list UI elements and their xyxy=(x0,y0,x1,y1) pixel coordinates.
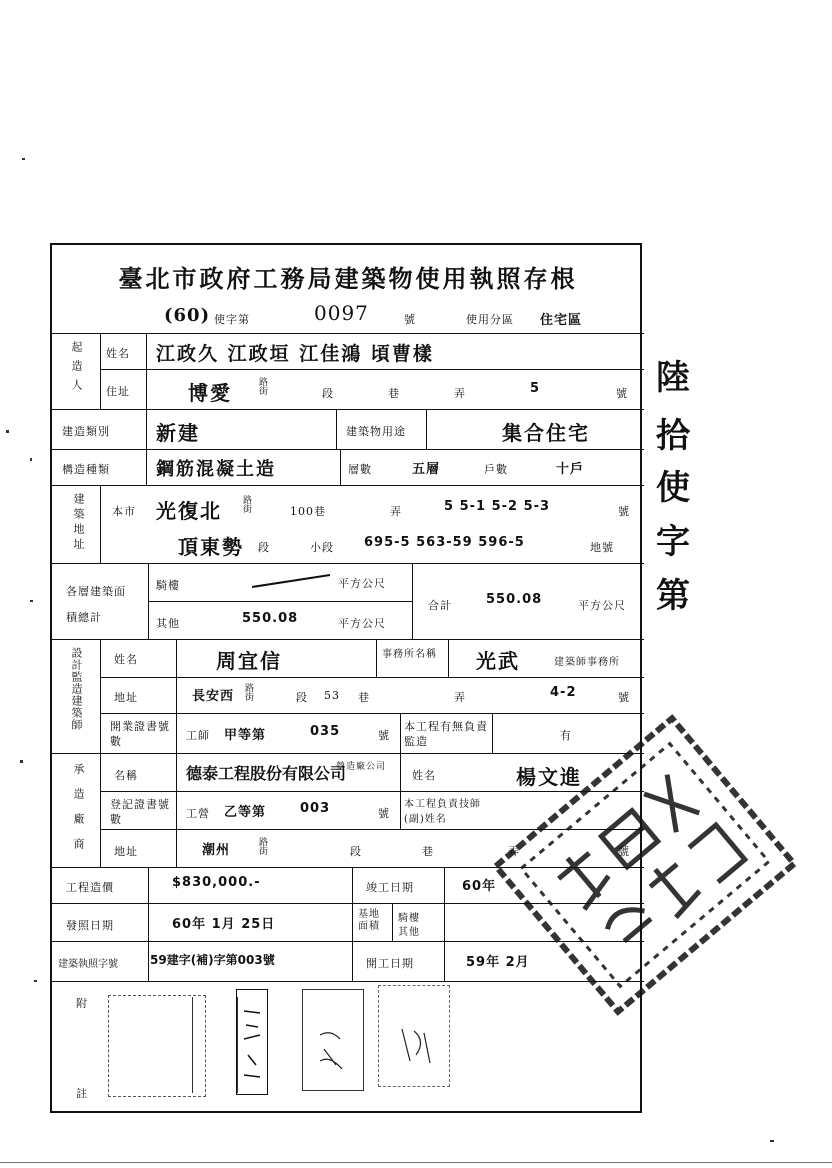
rule xyxy=(146,333,147,409)
side-char-3: 使 xyxy=(656,468,690,508)
floors-label: 層數 xyxy=(348,463,372,476)
contractor-name-label: 名稱 xyxy=(114,769,138,782)
arcade-strike xyxy=(252,571,332,591)
architect-address-label: 地址 xyxy=(114,691,138,704)
license-number: 0097 xyxy=(314,301,369,325)
start-label: 開工日期 xyxy=(366,957,414,970)
scan-speck xyxy=(22,158,25,160)
rule xyxy=(100,713,644,714)
applicant-segment-label: 段 xyxy=(322,387,334,400)
site-road: 光復北 xyxy=(156,499,222,523)
households-value: 十戶 xyxy=(556,462,585,477)
applicant-road-label: 路街 xyxy=(257,377,267,395)
site-number-label: 號 xyxy=(618,505,630,518)
architect-number: 4-2 xyxy=(550,685,577,700)
floor-area-label: 各層建築面積總計 xyxy=(66,585,126,624)
contractor-address-label: 地址 xyxy=(114,845,138,858)
architect-road: 長安西 xyxy=(192,689,235,704)
use-value: 集合住宅 xyxy=(502,421,590,445)
notes-label-bottom: 註 xyxy=(76,1087,88,1100)
rule xyxy=(52,333,644,334)
rule xyxy=(100,333,101,409)
notes-label-top: 附 xyxy=(76,997,88,1010)
contractor-segment-label: 段 xyxy=(350,845,362,858)
architect-firm-suffix: 建築師事務所 xyxy=(554,657,620,668)
architect-alley-label: 弄 xyxy=(454,691,466,704)
slip-scribble xyxy=(316,1025,346,1075)
attached-slip xyxy=(192,997,238,1093)
floors-value: 五層 xyxy=(412,462,441,477)
applicant-address-label: 住址 xyxy=(106,385,130,398)
category-value: 新建 xyxy=(156,421,200,445)
rule xyxy=(146,409,147,485)
architect-license-grade: 甲等第 xyxy=(224,728,267,743)
supervisor-value: 有 xyxy=(560,729,572,742)
structure-label: 構造種類 xyxy=(62,463,110,476)
rule xyxy=(52,563,644,564)
contractor-lane-label: 巷 xyxy=(422,845,434,858)
supervisor-label: 本工程有無負責監造 xyxy=(404,720,488,748)
rule xyxy=(400,713,401,829)
site-road-label: 路街 xyxy=(241,495,251,513)
side-char-4: 字 xyxy=(656,522,690,562)
cost-value: $830,000.- xyxy=(172,875,261,890)
total-unit: 平方公尺 xyxy=(578,599,626,612)
total-value: 550.08 xyxy=(486,592,543,607)
rule xyxy=(52,409,644,410)
site-parcel-small: 小段 xyxy=(310,541,334,554)
households-label: 戶數 xyxy=(484,463,508,476)
scan-speck xyxy=(34,980,37,982)
rule xyxy=(52,449,644,450)
site-parcel-label: 地號 xyxy=(590,541,614,554)
architect-number-label: 號 xyxy=(618,691,630,704)
total-label: 合計 xyxy=(428,599,452,612)
issue-label: 發照日期 xyxy=(66,919,114,932)
architect-license-label: 開業證書號數 xyxy=(110,720,170,748)
arcade-unit: 平方公尺 xyxy=(338,577,386,590)
rule xyxy=(100,677,644,678)
rule xyxy=(444,867,445,981)
contractor-alley-label: 弄 xyxy=(508,845,520,858)
contractor-reg-grade: 乙等第 xyxy=(224,805,267,820)
rule xyxy=(52,981,644,982)
rule xyxy=(352,903,353,941)
rule xyxy=(52,639,644,640)
scan-speck xyxy=(6,430,9,433)
slip-scribble xyxy=(240,1005,264,1085)
start-value: 59年 2月 xyxy=(466,955,530,970)
permit-label: 建築執照字號 xyxy=(58,959,118,970)
site-alley-label: 弄 xyxy=(390,505,402,518)
applicant-number: 5 xyxy=(530,381,541,396)
rule xyxy=(448,639,449,677)
permit-value: 59建字(補)字第003號 xyxy=(150,953,275,967)
base-label: 基地面積 xyxy=(358,909,380,932)
rule xyxy=(148,867,149,981)
rule xyxy=(376,639,377,677)
rule xyxy=(492,713,493,753)
rule xyxy=(176,639,177,867)
rule xyxy=(52,753,644,754)
site-parcel-numbers: 695-5 563-59 596-5 xyxy=(364,535,525,550)
architect-firm-label: 事務所名稱 xyxy=(382,649,437,660)
contractor-reg-label: 登記證書號數 xyxy=(110,798,170,826)
rule xyxy=(52,485,644,486)
scan-speck xyxy=(30,600,33,602)
architect-license-suffix: 號 xyxy=(378,729,390,742)
contractor-road: 潮州 xyxy=(202,843,231,858)
site-section-label: 建築地址 xyxy=(72,493,85,553)
contractor-road-label: 路街 xyxy=(257,837,267,855)
applicant-name-value: 江政久 江政垣 江佳鴻 頃曹樣 xyxy=(156,343,434,365)
site-numbers: 5 5-1 5-2 5-3 xyxy=(444,499,551,514)
applicant-road: 博愛 xyxy=(188,381,232,405)
category-label: 建造類別 xyxy=(62,425,110,438)
architect-lane-value: 53 xyxy=(324,689,340,702)
contractor-reg-prefix: 工營 xyxy=(186,807,210,820)
other-label: 其他 xyxy=(156,617,180,630)
license-suffix: 號 xyxy=(404,313,416,326)
use-label: 建築物用途 xyxy=(346,425,406,438)
rule xyxy=(100,639,101,867)
scan-speck xyxy=(770,1140,774,1142)
rule xyxy=(100,369,644,370)
cost-label: 工程造價 xyxy=(66,881,114,894)
completion-value: 60年 xyxy=(462,879,497,894)
architect-license-prefix: 工師 xyxy=(186,729,210,742)
applicant-lane-label: 巷 xyxy=(388,387,400,400)
arcade-label: 騎樓 xyxy=(156,579,180,592)
applicant-alley-label: 弄 xyxy=(454,387,466,400)
form-title: 臺北市政府工務局建築物使用執照存根 xyxy=(118,264,578,293)
site-lane: 100巷 xyxy=(290,505,326,518)
zone-value: 住宅區 xyxy=(540,313,583,328)
side-char-2: 拾 xyxy=(656,416,690,456)
rule xyxy=(148,601,412,602)
scan-speck xyxy=(30,458,32,461)
rule xyxy=(148,563,149,639)
contractor-reg-suffix: 號 xyxy=(378,807,390,820)
license-year: (60) xyxy=(164,305,211,326)
rule xyxy=(392,903,393,941)
other-value: 550.08 xyxy=(242,611,299,626)
structure-value: 鋼筋混凝土造 xyxy=(156,459,276,480)
contractor-number-label: 號 xyxy=(618,845,630,858)
rule xyxy=(336,409,337,449)
scan-speck xyxy=(20,760,23,763)
architect-section-label: 設計監造建築師 xyxy=(70,647,83,731)
site-parcel-segment: 段 xyxy=(258,541,270,554)
other-unit: 平方公尺 xyxy=(338,617,386,630)
contractor-tech-label: 本工程負責技師(副)姓名 xyxy=(404,799,481,825)
architect-road-label: 路街 xyxy=(243,683,253,701)
slip-scribble xyxy=(396,1021,436,1071)
contractor-section-label: 承造廠商 xyxy=(72,763,85,863)
completion-label: 竣工日期 xyxy=(366,881,414,894)
side-char-5: 第 xyxy=(656,576,690,616)
architect-license-number: 035 xyxy=(310,724,341,739)
rule xyxy=(100,791,644,792)
rule xyxy=(340,449,341,485)
base-arcade-label: 騎樓 xyxy=(398,913,420,924)
license-prefix: 使字第 xyxy=(214,313,250,326)
architect-name-label: 姓名 xyxy=(114,653,138,666)
base-other-label: 其他 xyxy=(398,927,420,938)
architect-lane-label: 巷 xyxy=(358,691,370,704)
contractor-owner-label: 姓名 xyxy=(412,769,436,782)
applicant-number-label: 號 xyxy=(616,387,628,400)
bottom-rule xyxy=(0,1162,832,1163)
site-parcel-district: 頂東勢 xyxy=(178,535,244,559)
architect-firm-value: 光武 xyxy=(476,649,520,673)
issue-value: 60年 1月 25日 xyxy=(172,917,276,932)
rule xyxy=(100,485,101,563)
zone-label: 使用分區 xyxy=(466,313,514,326)
contractor-name-value: 德泰工程股份有限公司 xyxy=(186,764,347,783)
applicant-name-label: 姓名 xyxy=(106,347,130,360)
rule xyxy=(412,563,413,639)
applicant-section-label: 起造人 xyxy=(70,341,83,398)
rule xyxy=(426,409,427,449)
architect-name-value: 周宜信 xyxy=(216,649,282,673)
license-form xyxy=(50,243,642,1113)
site-city-label: 本市 xyxy=(112,505,136,518)
side-char-1: 陸 xyxy=(656,358,690,398)
contractor-owner-value: 楊文進 xyxy=(516,765,582,789)
contractor-reg-number: 003 xyxy=(300,801,331,816)
contractor-company-suffix: 營造廠公司 xyxy=(336,762,387,772)
architect-segment-label: 段 xyxy=(296,691,308,704)
